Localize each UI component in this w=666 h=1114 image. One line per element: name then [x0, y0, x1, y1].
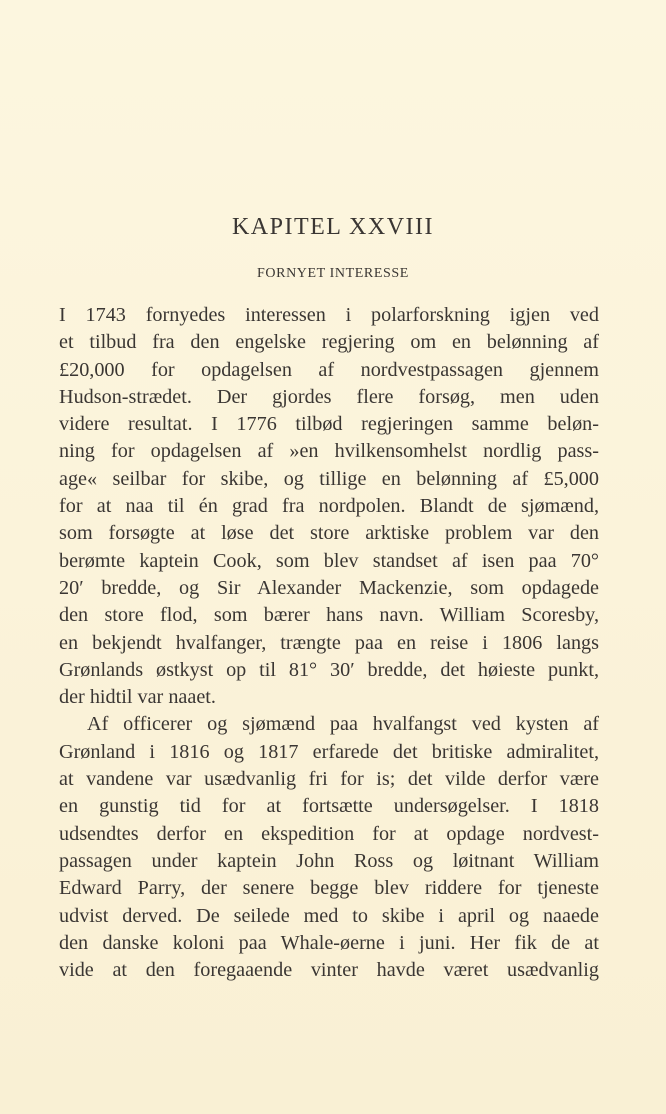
text-line: udvist derved. De seilede med to skibe i april og naaede — [59, 904, 599, 927]
text-line: der hidtil var naaet. — [59, 686, 216, 709]
text-line: et tilbud fra den engelske regjering om en belønning af — [59, 331, 599, 354]
text-line: berømte kaptein Cook, som blev standset af isen paa 70° — [59, 549, 599, 572]
chapter-title: KAPITEL XXVIII — [231, 214, 435, 240]
text-line: Af officerer og sjømænd paa hvalfangst ved kysten af — [87, 713, 599, 736]
text-line: den store flod, som bærer hans navn. William Scoresby, — [59, 604, 599, 627]
text-line: I 1743 fornyedes interessen i polarforskning igjen ved — [59, 304, 599, 326]
text-line: videre resultat. I 1776 tilbød regjeringen samme beløn- — [59, 413, 599, 436]
text-line: age« seilbar for skibe, og tillige en belønning af £5,000 — [59, 467, 599, 490]
text-line: den danske koloni paa Whale-øerne i juni. Her fik de at — [59, 931, 599, 954]
text-line: passagen under kaptein John Ross og løitnant William — [59, 849, 599, 872]
text-line: £20,000 for opdagelsen af nordvestpassagen gjennem — [59, 358, 599, 381]
text-line: en bekjendt hvalfanger, trængte paa en reise i 1806 langs — [59, 631, 599, 654]
text-line: Grønland i 1816 og 1817 erfarede det britiske admiralitet, — [59, 740, 599, 763]
text-line: 20′ bredde, og Sir Alexander Mackenzie, som opdagede — [59, 576, 599, 599]
text-line: for at naa til én grad fra nordpolen. Blandt de sjømænd, — [59, 495, 599, 518]
text-line: Grønlands østkyst op til 81° 30′ bredde, det høieste punkt, — [59, 658, 599, 681]
body-text — [59, 302, 599, 984]
text-line: at vandene var usædvanlig fri for is; det vilde derfor være — [59, 768, 599, 791]
text-line: Edward Parry, der senere begge blev riddere for tjeneste — [59, 877, 599, 900]
text-line: ning for opdagelsen af »en hvilkensomhelst nordlig pass- — [59, 440, 599, 463]
text-line: vide at den foregaaende vinter havde været usædvanlig — [59, 959, 599, 982]
text-line: Hudson-strædet. Der gjordes flere forsøg, men uden — [59, 385, 599, 408]
text-line: udsendtes derfor en ekspedition for at opdage nordvest- — [59, 822, 599, 845]
section-title: FORNYET INTERESSE — [257, 266, 409, 281]
text-line: en gunstig tid for at fortsætte undersøgelser. I 1818 — [59, 795, 599, 818]
text-line: som forsøgte at løse det store arktiske problem var den — [59, 522, 599, 545]
